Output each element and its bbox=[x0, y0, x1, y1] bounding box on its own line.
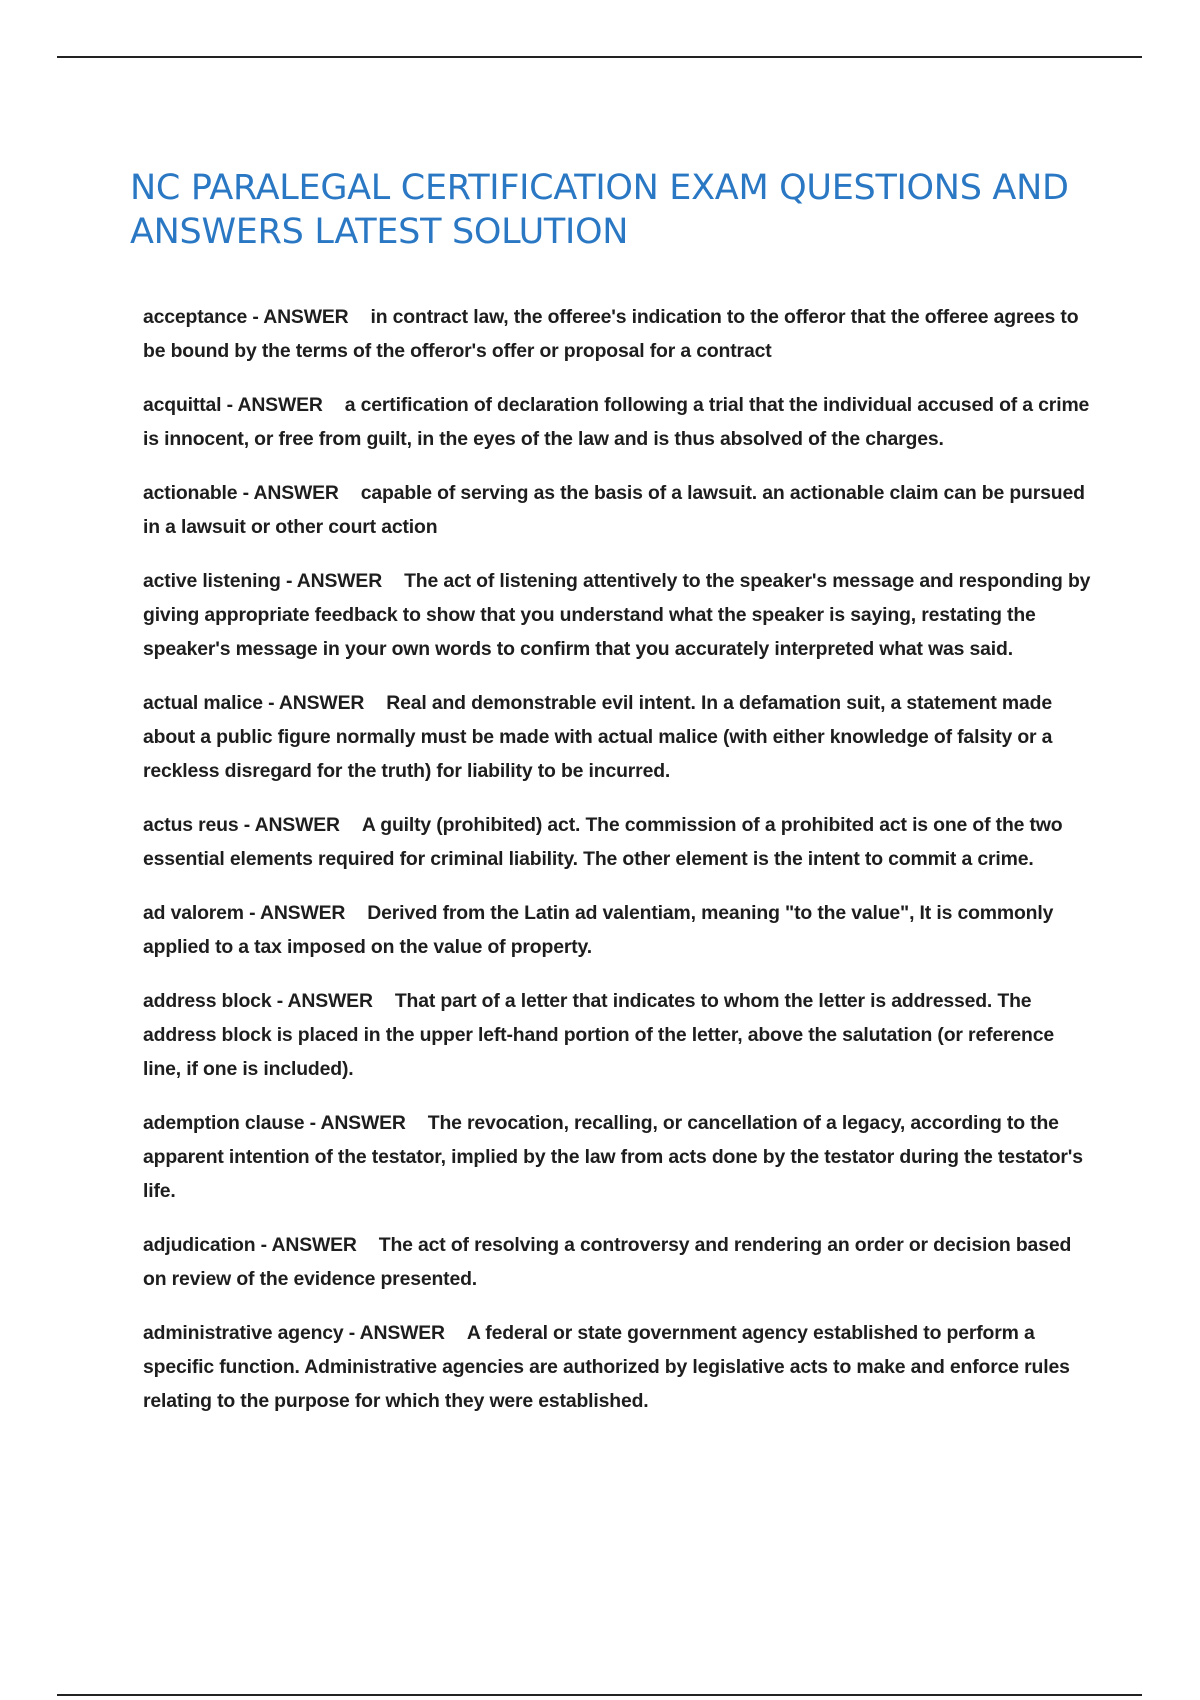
entry-term: actus reus bbox=[143, 814, 239, 836]
answer-marker: - ANSWER bbox=[268, 692, 365, 714]
glossary-entry bbox=[143, 686, 1091, 788]
entry-definition: Real and demonstrable evil intent. In a defamation suit, a statement made about a public figure normally must be made with actual malice (with either knowledge of falsity or a reckless disregard for the truth) for liability to be incurred. bbox=[143, 692, 1053, 782]
entry-definition: The act of listening attentively to the speaker's message and responding by giving appropriate feedback to show that you understand what the speaker is saying, restating the speaker's message in your own words to confirm that you accurately interpreted what was said. bbox=[143, 570, 1091, 660]
answer-marker: - ANSWER bbox=[348, 1322, 445, 1344]
entry-term: ad valorem bbox=[143, 902, 244, 924]
answer-marker: - ANSWER bbox=[252, 306, 349, 328]
entry-term: administrative agency bbox=[143, 1322, 344, 1344]
answer-marker: - ANSWER bbox=[243, 814, 340, 836]
answer-marker: - ANSWER bbox=[249, 902, 346, 924]
entry-definition: The revocation, recalling, or cancellation of a legacy, according to the apparent intention of the testator, implied by the law from acts done by the testator during the testator's life. bbox=[143, 1112, 1083, 1202]
entry-term: ademption clause bbox=[143, 1112, 305, 1134]
glossary-list bbox=[143, 300, 1091, 1438]
glossary-entry bbox=[143, 1228, 1091, 1296]
answer-marker: - ANSWER bbox=[226, 394, 323, 416]
entry-definition: A federal or state government agency established to perform a specific function. Administrative agencies are authorized by legislative acts to make and enforce rules relating to the purpose for which they were established. bbox=[143, 1322, 1070, 1412]
glossary-entry bbox=[143, 388, 1091, 456]
glossary-entry bbox=[143, 476, 1091, 544]
glossary-entry bbox=[143, 896, 1091, 964]
entry-term: adjudication bbox=[143, 1234, 256, 1256]
entry-definition: The act of resolving a controversy and rendering an order or decision based on review of the evidence presented. bbox=[143, 1234, 1072, 1290]
entry-definition: in contract law, the offeree's indication to the offeror that the offeree agrees to be bound by the terms of the offeror's offer or proposal for a contract bbox=[143, 306, 1079, 362]
answer-marker: - ANSWER bbox=[276, 990, 373, 1012]
glossary-entry bbox=[143, 984, 1091, 1086]
answer-marker: - ANSWER bbox=[242, 482, 339, 504]
glossary-entry bbox=[143, 564, 1091, 666]
entry-term: actual malice bbox=[143, 692, 263, 714]
entry-definition: A guilty (prohibited) act. The commission of a prohibited act is one of the two essential elements required for criminal liability. The other element is the intent to commit a crime. bbox=[143, 814, 1063, 870]
bottom-rule bbox=[57, 1694, 1142, 1696]
entry-term: address block bbox=[143, 990, 272, 1012]
entry-term: acceptance bbox=[143, 306, 248, 328]
entry-definition: That part of a letter that indicates to whom the letter is addressed. The address block is placed in the upper left-hand portion of the letter, above the salutation (or reference line, if one is included). bbox=[143, 990, 1055, 1080]
entry-term: acquittal bbox=[143, 394, 222, 416]
answer-marker: - ANSWER bbox=[260, 1234, 357, 1256]
glossary-entry bbox=[143, 808, 1091, 876]
entry-definition: a certification of declaration following a trial that the individual accused of a crime is innocent, or free from guilt, in the eyes of the law and is thus absolved of the charges. bbox=[143, 394, 1090, 450]
glossary-entry bbox=[143, 1316, 1091, 1418]
document-title: NC PARALEGAL CERTIFICATION EXAM QUESTIONS AND ANSWERS LATEST SOLUTION bbox=[130, 168, 1069, 252]
entry-definition: capable of serving as the basis of a lawsuit. an actionable claim can be pursued in a lawsuit or other court action bbox=[143, 482, 1085, 538]
glossary-entry bbox=[143, 300, 1091, 368]
top-rule bbox=[57, 56, 1142, 58]
entry-term: active listening bbox=[143, 570, 281, 592]
entry-definition: Derived from the Latin ad valentiam, meaning "to the value", It is commonly applied to a tax imposed on the value of property. bbox=[143, 902, 1054, 958]
answer-marker: - ANSWER bbox=[309, 1112, 406, 1134]
entry-term: actionable bbox=[143, 482, 238, 504]
answer-marker: - ANSWER bbox=[285, 570, 383, 592]
glossary-entry bbox=[143, 1106, 1091, 1208]
